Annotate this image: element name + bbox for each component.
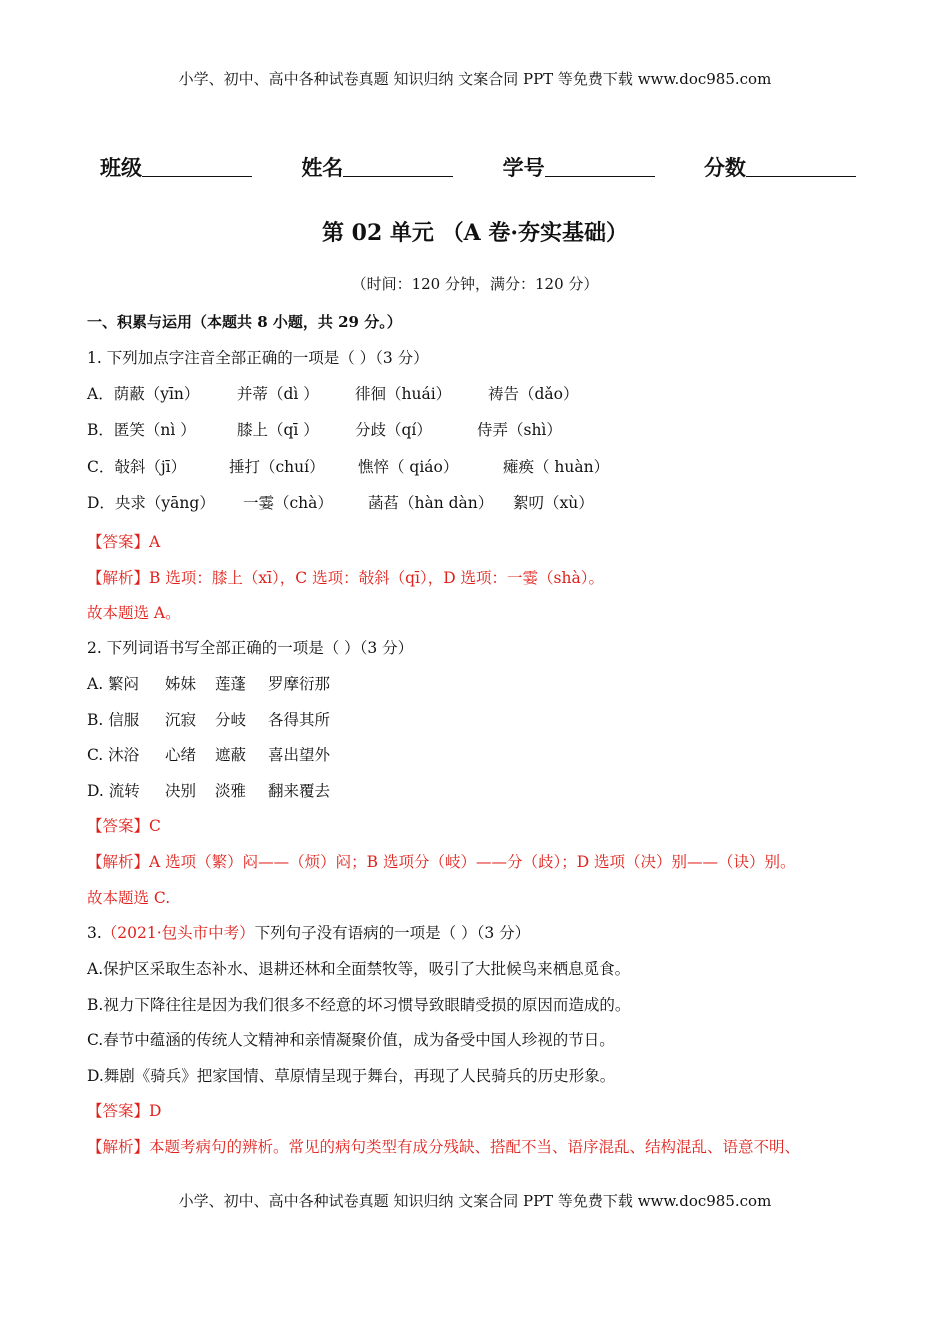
q1-option-d — [87, 491, 594, 513]
q1-d-3: 菡萏（hàn dàn） — [368, 494, 494, 512]
q2-c-3: 遮蔽 — [215, 746, 247, 764]
q3-answer — [87, 1099, 161, 1121]
page-header: 小学、初中、高中各种试卷真题 知识归纳 文案合同 PPT 等免费下载 www.doc985.com — [178, 70, 772, 88]
q2-option-c — [87, 743, 330, 765]
q3-option-b: B.视力下降往往是因为我们很多不经意的坏习惯导致眼睛受损的原因而造成的。 — [87, 996, 631, 1014]
q1-conclusion: 故本题选 A。 — [87, 604, 181, 622]
q2-a-3: 莲蓬 — [215, 675, 247, 693]
q1-analysis — [87, 566, 604, 588]
q1-option-b — [87, 418, 562, 440]
q3-option-d: D.舞剧《骑兵》把家国情、草原情呈现于舞台，再现了人民骑兵的历史形象。 — [87, 1067, 616, 1085]
q2-option-d — [87, 779, 330, 801]
q2-b-1: B. 信服 — [87, 711, 140, 729]
q1-b-2: 膝上（qī ） — [237, 421, 319, 439]
q1-b-4: 侍弄（shì） — [477, 421, 562, 439]
q2-answer-tag: 【答案】 — [87, 817, 150, 835]
q1-option-c — [87, 455, 609, 477]
q1-d-1: D．央求（yāng） — [87, 494, 215, 512]
q3-answer-tag: 【答案】 — [87, 1102, 150, 1120]
q2-d-1: D. 流转 — [87, 782, 140, 800]
q1-b-1: B．匿笑（nì ） — [87, 421, 196, 439]
q2-option-b — [87, 708, 330, 730]
q2-c-2: 心绪 — [165, 746, 197, 764]
section-heading: 一、积累与运用（本题共 8 小题，共 29 分。） — [87, 313, 402, 331]
q2-answer-value: C — [149, 817, 161, 835]
q2-d-2: 决别 — [165, 782, 197, 800]
q1-d-4: 絮叨（xù） — [513, 494, 594, 512]
q2-analysis-tag: 【解析】 — [87, 853, 150, 871]
q2-option-a — [87, 672, 330, 694]
q3-answer-value: D — [149, 1102, 162, 1120]
q3-source: （2021·包头市中考） — [101, 924, 255, 942]
q1-c-4: 瘫痪（ huàn） — [503, 458, 610, 476]
q2-d-4: 翻来覆去 — [268, 782, 331, 800]
q1-a-1: A．荫蔽（yīn） — [87, 385, 200, 403]
q1-a-3: 徘徊（huái） — [355, 385, 452, 403]
page-footer: 小学、初中、高中各种试卷真题 知识归纳 文案合同 PPT 等免费下载 www.doc985.com — [178, 1192, 772, 1210]
q1-d-2: 一霎（chà） — [243, 494, 333, 512]
q2-stem: 2. 下列词语书写全部正确的一项是（ ）（3 分） — [87, 639, 414, 657]
q1-c-1: C．敧斜（jī） — [87, 458, 187, 476]
q3-option-c: C.春节中蕴涵的传统人文精神和亲情凝聚价值，成为备受中国人珍视的节日。 — [87, 1031, 615, 1049]
q1-answer — [87, 530, 160, 552]
page-title: 第 02 单元 （A 卷·夯实基础） — [322, 220, 628, 246]
q3-option-a: A.保护区采取生态补水、退耕还林和全面禁牧等，吸引了大批候鸟来栖息觅食。 — [87, 960, 631, 978]
q1-c-3: 憔悴（ qiáo） — [358, 458, 459, 476]
q2-b-2: 沉寂 — [165, 711, 197, 729]
q1-stem: 1. 下列加点字注音全部正确的一项是（ ）（3 分） — [87, 349, 429, 367]
q2-a-2: 姊妹 — [165, 675, 197, 693]
name-field[interactable] — [301, 152, 453, 182]
q1-c-2: 捶打（chuí） — [229, 458, 325, 476]
q1-option-a — [87, 382, 579, 404]
q3-analysis-text: 本题考病句的辨析。常见的病句类型有成分残缺、搭配不当、语序混乱、结构混乱、语意不明、 — [149, 1138, 801, 1156]
class-label: 班级 — [100, 155, 142, 180]
q2-answer — [87, 814, 161, 836]
student-id-field[interactable] — [503, 152, 655, 182]
q3-stem-line — [87, 921, 530, 943]
score-label: 分数 — [703, 155, 746, 180]
q1-a-2: 并蒂（dì ） — [237, 385, 319, 403]
q1-analysis-tag: 【解析】 — [87, 569, 150, 587]
q2-c-1: C. 沐浴 — [87, 746, 140, 764]
q3-number: 3. — [87, 924, 102, 942]
q2-d-3: 淡雅 — [215, 782, 247, 800]
name-label: 姓名 — [301, 155, 344, 180]
q2-conclusion: 故本题选 C. — [87, 889, 171, 907]
q1-answer-value: A — [149, 533, 161, 551]
q3-analysis — [87, 1135, 800, 1157]
q2-c-4: 喜出望外 — [268, 746, 331, 764]
q2-analysis — [87, 850, 796, 872]
q1-answer-tag: 【答案】 — [87, 533, 150, 551]
q2-a-4: 罗摩衍那 — [268, 675, 331, 693]
q1-analysis-text: B 选项：膝上（xī），C 选项：敧斜（qī），D 选项：一霎（shà）。 — [149, 569, 604, 587]
class-field[interactable] — [100, 152, 252, 182]
q2-a-1: A. 繁闷 — [87, 675, 140, 693]
student-id-label: 学号 — [502, 155, 545, 180]
q1-b-3: 分歧（qí） — [355, 421, 432, 439]
q3-analysis-tag: 【解析】 — [87, 1138, 150, 1156]
q2-b-4: 各得其所 — [268, 711, 331, 729]
q2-b-3: 分岐 — [215, 711, 247, 729]
exam-info: （时间：120 分钟，满分：120 分） — [351, 275, 599, 293]
score-field[interactable] — [704, 152, 856, 182]
q3-stem: 下列句子没有语病的一项是（ ）（3 分） — [254, 924, 531, 942]
q1-a-4: 祷告（dǎo） — [488, 385, 579, 403]
student-info-fields — [100, 152, 898, 182]
q2-analysis-text: A 选项（繁）闷——（烦）闷；B 选项分（岐）——分（歧）；D 选项（决）别——（诀）别。 — [149, 853, 796, 871]
